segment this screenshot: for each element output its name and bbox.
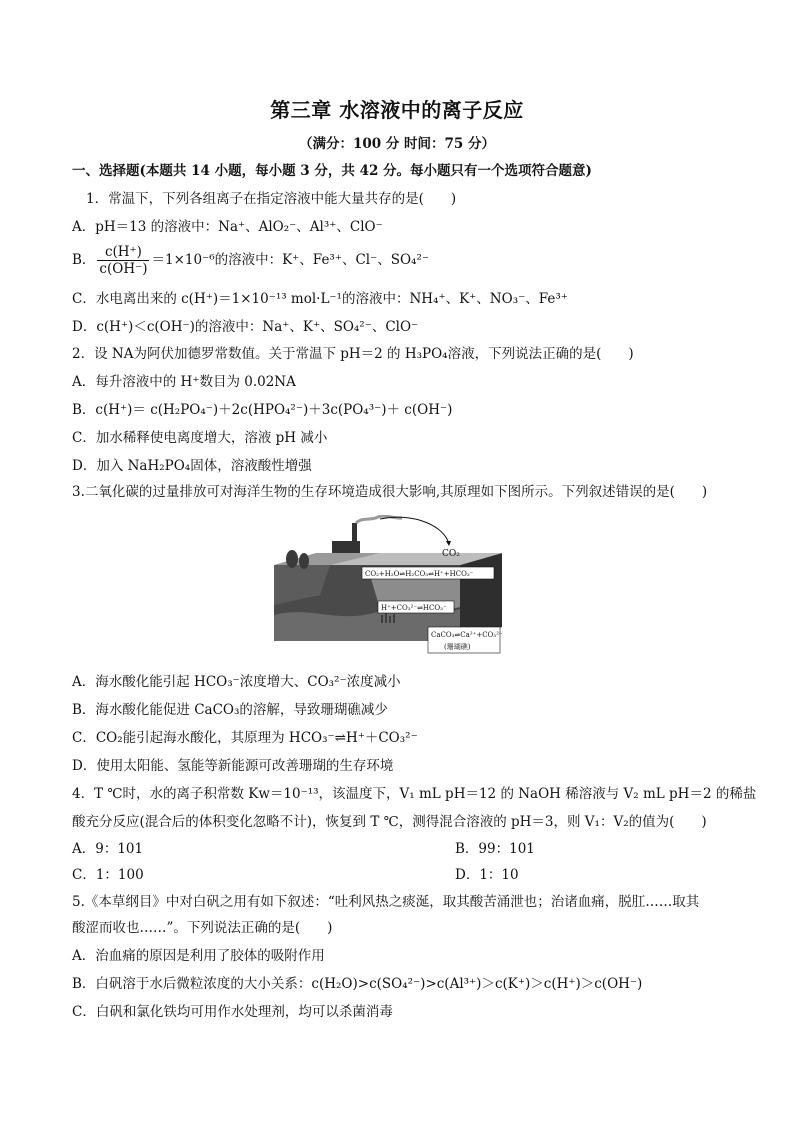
q5-option-b: B．白矾溶于水后微粒浓度的大小关系：c(H₂O)>c(SO₄²⁻)>c(Al³⁺)＞c(K⁺)＞c(H⁺)＞c(OH⁻) (72, 976, 643, 992)
q3-stem: 3.二氧化碳的过量排放可对海洋生物的生存环境造成很大影响,其原理如下图所示。下列叙述错误的是( ) (72, 484, 708, 500)
q3-option-d: D．使用太阳能、氢能等新能源可改善珊瑚的生存环境 (72, 758, 394, 774)
q4-stem-line1: 4．T ℃时，水的离子积常数 Kw＝10⁻¹³，该温度下，V₁ mL pH＝12 的 NaOH 稀溶液与 V₂ mL pH＝2 的稀盐 (72, 786, 757, 802)
q4-option-a: A．9：101 (72, 841, 144, 857)
section-heading: 一、选择题(本题共 14 小题，每小题 3 分，共 42 分。每小题只有一个选项符合题意) (72, 163, 592, 179)
q3-option-b: B．海水酸化能促进 CaCO₃的溶解，导致珊瑚礁减少 (72, 702, 388, 718)
q4-option-d: D．1：10 (455, 867, 519, 883)
co2-label: CO₂ (442, 549, 460, 559)
q4-options-row2 (72, 866, 732, 884)
q4-stem-line2: 酸充分反应(混合后的体积变化忽略不计)，恢复到 T ℃，测得混合溶液的 pH＝3，则 V₁：V₂的值为( ) (72, 814, 707, 830)
eq3-text: CaCO₃⇌Ca²⁺+CO₃²⁻ (431, 631, 503, 639)
co2-arrow (380, 517, 448, 541)
q2-option-d: D．加入 NaH₂PO₄固体，溶液酸性增强 (72, 458, 312, 474)
tree-1 (286, 550, 298, 568)
q4-option-c: C．1：100 (72, 867, 144, 883)
fraction-denominator: c(OH⁻) (99, 261, 148, 277)
q2-stem: 2．设 NA为阿伏加德罗常数值。关于常温下 pH＝2 的 H₃PO₄溶液，下列说法正确的是( ) (72, 346, 634, 362)
chimney (352, 523, 357, 543)
ocean-diagram-svg (270, 515, 508, 657)
eq1-text: CO₂+H₂O⇌H₂CO₃⇌H⁺+HCO₃⁻ (365, 570, 474, 578)
q5-option-a: A．治血痛的原因是利用了胶体的吸附作用 (72, 948, 325, 964)
q1-option-b-prefix: B． (72, 252, 96, 268)
q1-option-b-rest: ＝1×10⁻⁶的溶液中：K⁺、Fe³⁺、Cl⁻、SO₄²⁻ (151, 252, 430, 268)
q2-option-a: A．每升溶液中的 H⁺数目为 0.02NA (72, 374, 296, 390)
coral-label: (珊瑚礁) (444, 643, 471, 651)
q1-option-b (72, 243, 732, 277)
q5-stem-line1: 5.《本草纲目》中对白矾之用有如下叙述：“吐利风热之痰涎，取其酸苦涌泄也；治诸血痛，脱肛……取其 (72, 894, 700, 910)
q1-option-b-fraction (97, 244, 149, 277)
q3-option-a: A．海水酸化能引起 HCO₃⁻浓度增大、CO₃²⁻浓度减小 (72, 674, 401, 690)
q5-stem-line2: 酸涩而收也……”。下列说法正确的是( ) (72, 920, 333, 936)
q1-stem: 1．常温下，下列各组离子在指定溶液中能大量共存的是( ) (86, 191, 457, 207)
fraction-numerator: c(H⁺) (97, 244, 149, 261)
q3-option-c: C．CO₂能引起海水酸化，其原理为 HCO₃⁻⇌H⁺＋CO₃²⁻ (72, 730, 418, 746)
q2-option-c: C．加水稀释使电离度增大，溶液 pH 减小 (72, 430, 328, 446)
exam-info: （满分：100 分 时间：75 分） (298, 136, 496, 152)
ocean-acidification-figure (270, 515, 508, 657)
tree-2 (299, 553, 309, 569)
q5-option-c: C．白矾和氯化铁均可用作水处理剂，均可以杀菌消毒 (72, 1004, 393, 1020)
q4-options-row1 (72, 840, 732, 858)
q1-option-c: C．水电离出来的 c(H⁺)＝1×10⁻¹³ mol·L⁻¹的溶液中：NH₄⁺、K⁺、NO₃⁻、Fe³⁺ (72, 291, 568, 307)
eq2-text: H⁺+CO₃²⁻⇌HCO₃⁻ (381, 604, 447, 612)
q1-option-d: D．c(H⁺)＜c(OH⁻)的溶液中：Na⁺、K⁺、SO₄²⁻、ClO⁻ (72, 319, 419, 335)
q2-option-b: B．c(H⁺)＝ c(H₂PO₄⁻)＋2c(HPO₄²⁻)＋3c(PO₄³⁻)＋ c(OH⁻) (72, 402, 453, 418)
q1-option-a: A．pH＝13 的溶液中：Na⁺、AlO₂⁻、Al³⁺、ClO⁻ (72, 219, 383, 235)
page-title: 第三章 水溶液中的离子反应 (270, 98, 524, 122)
arrow-head (446, 541, 451, 546)
q4-option-b: B．99：101 (455, 841, 535, 857)
